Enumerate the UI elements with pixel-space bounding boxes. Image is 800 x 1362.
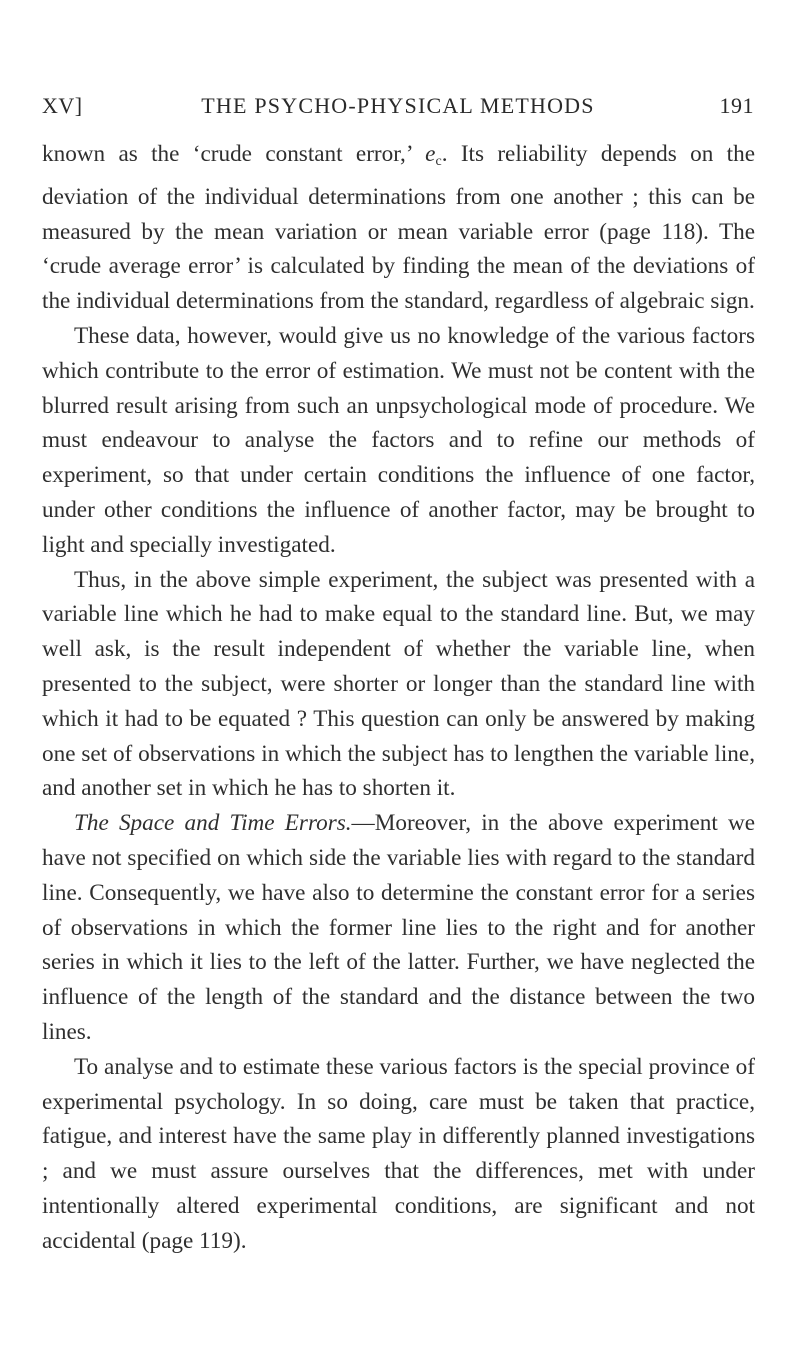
paragraph-3: Thus, in the above simple experiment, the subject was presented with a variable line which he had to make equal to the standard line. But, we may well ask, is the result independent of whether the variable line, when presented to the subject, were shorter or longer than the standard line with which it had to be equated ? This question can only be answered by making one set of observations in which the subject has to lengthen the variable line, and another set in which he has to shorten it. (42, 566, 755, 802)
crude-constant-error-subscript: c (435, 154, 442, 169)
paragraph-1 (42, 137, 755, 319)
chapter-marker: XV] (42, 93, 83, 118)
paragraph-4 (42, 806, 755, 1050)
paragraph-5: To analyse and to estimate these various factors is the special province of experimental psychology. In so doing, care must be taken that practice, fatigue, and interest have the same play in differently planned investigations ; and we must assure ourselves that the differences, met with under intentionally altered experimental conditions, are significant and not accidental (page 119). (42, 1053, 755, 1254)
paragraph-4-text: —Moreover, in the above experiment we have not specified on which side the variable lies with regard to the standard line. Consequently, we have also to determine the constant error for a series of observations in which the former line lies to the right and for another series in which it lies to the left of the latter. Further, we have neglected the influence of the length of the standard and the distance between the two lines. (42, 810, 756, 1045)
page-number: 191 (719, 93, 754, 118)
running-head (42, 93, 754, 123)
paragraph-2: These data, however, would give us no knowledge of the various factors which contribute to the error of estimation. We must not be content with the blurred result arising from such an unpsychological mode of procedure. We must endeavour to analyse the factors and to refine our methods of experiment, so that under certain conditions the influence of one factor, under other conditions the influence of another factor, may be brought to light and specially investigated. (42, 322, 755, 558)
body-text (42, 137, 755, 1259)
crude-constant-error-symbol: e (425, 141, 436, 167)
paragraph-1-rest: . Its reliability depends on the deviation of the individual determinations from one another ; this can be measured by the mean variation or mean variable error (page 118). The ‘crude average error’ is calculated by finding the mean of the deviations of the individual determinations from the standard, regardless of algebraic sign. (42, 141, 755, 315)
paragraph-1-lead: known as the ‘crude constant error,’ (42, 141, 426, 167)
running-title: THE PSYCHO-PHYSICAL METHODS (201, 93, 595, 118)
section-heading: The Space and Time Errors. (74, 810, 352, 837)
